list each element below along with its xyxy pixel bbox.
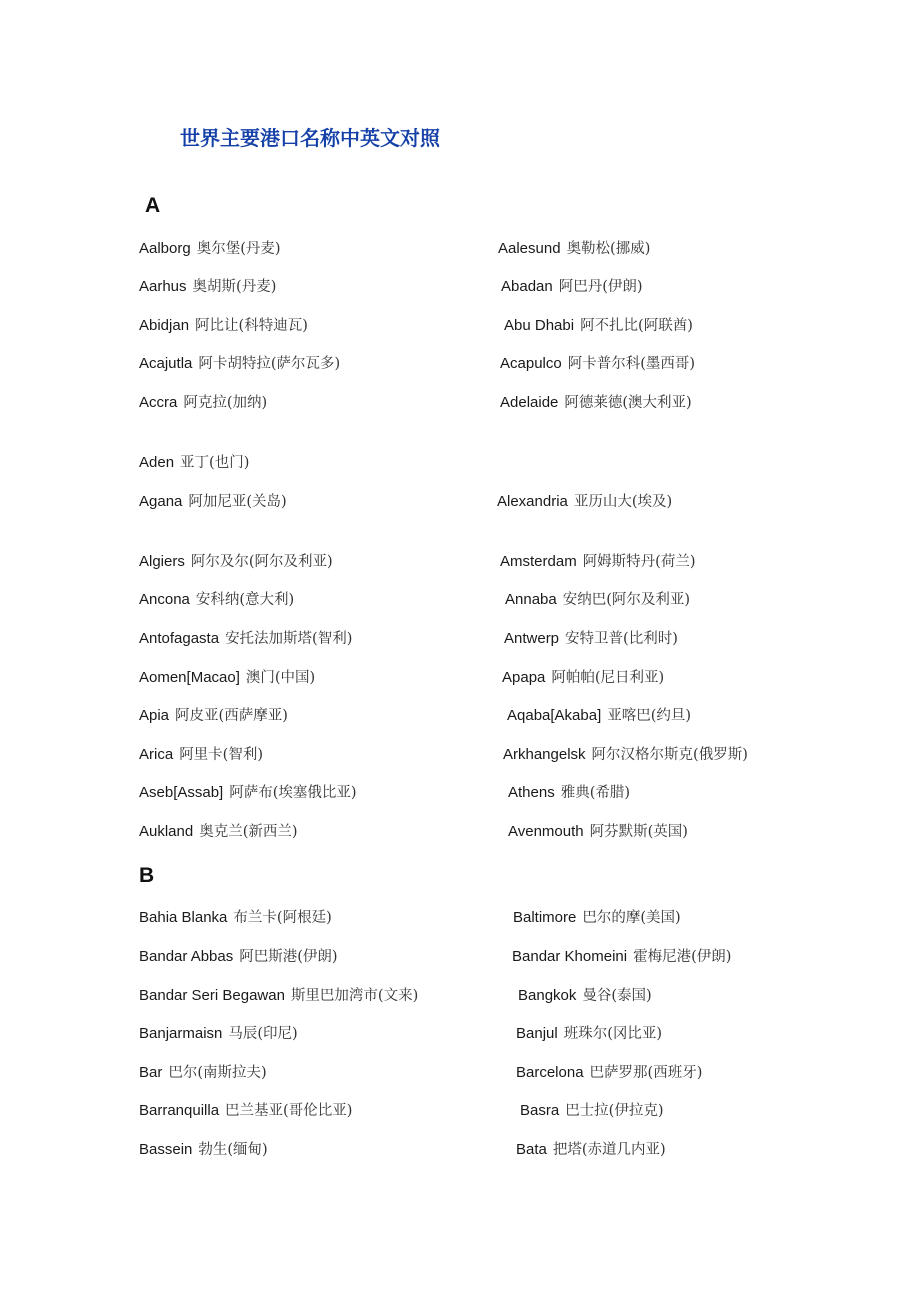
port-chinese-name: 阿卡普尔科(墨西哥): [567, 356, 696, 372]
port-entry: [498, 239, 650, 259]
port-entry: [139, 393, 267, 413]
section-heading-a: A: [145, 194, 161, 217]
port-english-name: Aden: [139, 454, 175, 471]
port-chinese-name: 阿巴丹(伊朗): [558, 279, 643, 295]
page-title: 世界主要港口名称中英文对照: [180, 126, 440, 150]
port-english-name: Alexandria: [497, 493, 568, 510]
port-english-name: Bar: [139, 1064, 163, 1081]
port-english-name: Barranquilla: [139, 1102, 220, 1119]
port-english-name: Ancona: [139, 591, 190, 608]
port-chinese-name: 巴士拉(伊拉克): [565, 1103, 664, 1119]
port-chinese-name: 布兰卡(阿根廷): [233, 910, 332, 926]
port-english-name: Arkhangelsk: [503, 746, 586, 763]
port-entry: [139, 453, 249, 473]
port-english-name: Avenmouth: [508, 823, 584, 840]
port-english-name: Acajutla: [139, 355, 193, 372]
port-entry: [508, 783, 630, 803]
port-chinese-name: 把塔(赤道几内亚): [552, 1142, 666, 1158]
port-english-name: Aseb[Assab]: [139, 784, 224, 801]
port-entry: [139, 239, 281, 259]
port-chinese-name: 阿克拉(加纳): [183, 395, 268, 411]
port-english-name: Arica: [139, 746, 174, 763]
port-english-name: Aarhus: [139, 278, 187, 295]
port-entry: [139, 277, 276, 297]
port-entry: [500, 552, 696, 572]
port-entry: [139, 316, 308, 336]
port-entry: [516, 1024, 662, 1044]
port-entry: [520, 1101, 664, 1121]
port-entry: [508, 822, 688, 842]
port-entry: [139, 1101, 352, 1121]
port-english-name: Banjul: [516, 1025, 558, 1042]
port-english-name: Bandar Abbas: [139, 948, 234, 965]
port-chinese-name: 奥尔堡(丹麦): [196, 241, 281, 257]
port-entry: [139, 492, 287, 512]
port-english-name: Abadan: [501, 278, 553, 295]
port-chinese-name: 澳门(中国): [245, 670, 316, 686]
port-chinese-name: 安科纳(意大利): [195, 592, 295, 608]
port-english-name: Antwerp: [504, 630, 560, 647]
port-english-name: Bata: [516, 1141, 547, 1158]
port-entry: [139, 590, 294, 610]
port-english-name: Annaba: [505, 591, 557, 608]
port-chinese-name: 阿巴斯港(伊朗): [239, 949, 338, 965]
port-english-name: Bassein: [139, 1141, 193, 1158]
port-entry: [504, 316, 693, 336]
port-english-name: Bandar Seri Begawan: [139, 987, 285, 1004]
port-entry: [139, 668, 315, 688]
port-english-name: Accra: [139, 394, 178, 411]
port-chinese-name: 阿皮亚(西萨摩亚): [175, 708, 288, 724]
port-english-name: Antofagasta: [139, 630, 220, 647]
port-english-name: Bangkok: [518, 987, 577, 1004]
port-entry: [139, 1140, 268, 1160]
port-chinese-name: 安纳巴(阿尔及利亚): [562, 592, 691, 608]
port-chinese-name: 霍梅尼港(伊朗): [633, 949, 732, 965]
port-chinese-name: 马辰(印尼): [228, 1026, 298, 1042]
port-chinese-name: 阿帕帕(尼日利亚): [551, 670, 665, 686]
port-chinese-name: 阿芬默斯(英国): [589, 824, 688, 840]
port-english-name: Abidjan: [139, 317, 190, 334]
port-chinese-name: 奥克兰(新西兰): [199, 824, 298, 840]
port-entry: [139, 354, 340, 374]
port-chinese-name: 亚喀巴(约旦): [607, 708, 692, 724]
port-english-name: Bahia Blanka: [139, 909, 228, 926]
port-chinese-name: 阿姆斯特丹(荷兰): [582, 554, 696, 570]
port-english-name: Aomen[Macao]: [139, 669, 240, 686]
port-entry: [503, 745, 748, 765]
port-entry: [504, 629, 678, 649]
port-chinese-name: 阿德莱德(澳大利亚): [564, 395, 692, 411]
port-english-name: Aalesund: [498, 240, 561, 257]
port-english-name: Bandar Khomeini: [512, 948, 628, 965]
port-entry: [139, 1024, 298, 1044]
port-entry: [516, 1140, 666, 1160]
port-english-name: Basra: [520, 1102, 560, 1119]
port-entry: [507, 706, 691, 726]
port-entry: [139, 745, 263, 765]
port-chinese-name: 巴兰基亚(哥伦比亚): [225, 1103, 353, 1119]
port-chinese-name: 阿尔及尔(阿尔及利亚): [190, 554, 333, 570]
port-entry: [139, 552, 333, 572]
port-english-name: Athens: [508, 784, 555, 801]
port-chinese-name: 奥胡斯(丹麦): [192, 279, 277, 295]
port-chinese-name: 阿尔汉格尔斯克(俄罗斯): [591, 747, 748, 763]
port-entry: [502, 668, 664, 688]
port-entry: [500, 393, 692, 413]
port-english-name: Acapulco: [500, 355, 562, 372]
port-chinese-name: 奥勒松(挪威): [566, 241, 651, 257]
port-entry: [500, 354, 695, 374]
port-entry: [512, 947, 731, 967]
port-chinese-name: 巴尔(南斯拉夫): [168, 1065, 267, 1081]
port-chinese-name: 阿不扎比(阿联酋): [580, 318, 693, 334]
port-chinese-name: 勃生(缅甸): [198, 1142, 268, 1158]
port-chinese-name: 阿加尼亚(关岛): [188, 494, 287, 510]
port-english-name: Apia: [139, 707, 170, 724]
port-entry: [139, 822, 298, 842]
port-chinese-name: 安特卫普(比利时): [565, 631, 678, 647]
port-english-name: Apapa: [502, 669, 546, 686]
port-english-name: Aalborg: [139, 240, 191, 257]
port-chinese-name: 巴萨罗那(西班牙): [589, 1065, 703, 1081]
port-english-name: Abu Dhabi: [504, 317, 575, 334]
port-english-name: Baltimore: [513, 909, 577, 926]
port-chinese-name: 雅典(希腊): [560, 785, 631, 801]
port-english-name: Barcelona: [516, 1064, 584, 1081]
port-english-name: Adelaide: [500, 394, 559, 411]
port-entry: [513, 908, 681, 928]
port-entry: [139, 908, 332, 928]
section-heading-b: B: [139, 864, 155, 887]
port-entry: [139, 629, 352, 649]
port-entry: [505, 590, 690, 610]
port-entry: [139, 947, 338, 967]
port-chinese-name: 曼谷(泰国): [582, 988, 652, 1004]
port-entry: [139, 1063, 267, 1083]
port-english-name: Banjarmaisn: [139, 1025, 223, 1042]
port-chinese-name: 阿里卡(智利): [179, 747, 264, 763]
port-english-name: Aqaba[Akaba]: [507, 707, 602, 724]
port-entry: [139, 986, 418, 1006]
port-entry: [497, 492, 672, 512]
port-chinese-name: 亚历山大(埃及): [573, 494, 673, 510]
port-chinese-name: 斯里巴加湾市(文来): [290, 988, 419, 1004]
port-chinese-name: 阿卡胡特拉(萨尔瓦多): [198, 356, 341, 372]
port-entry: [518, 986, 652, 1006]
port-entry: [139, 706, 288, 726]
port-english-name: Aukland: [139, 823, 194, 840]
port-entry: [516, 1063, 702, 1083]
port-entry: [139, 783, 357, 803]
port-english-name: Algiers: [139, 553, 185, 570]
port-entry: [501, 277, 643, 297]
port-chinese-name: 亚丁(也门): [180, 455, 250, 471]
port-chinese-name: 巴尔的摩(美国): [582, 910, 681, 926]
port-chinese-name: 安托法加斯塔(智利): [225, 631, 353, 647]
port-chinese-name: 阿比让(科特迪瓦): [195, 318, 308, 334]
port-english-name: Amsterdam: [500, 553, 577, 570]
port-chinese-name: 阿萨布(埃塞俄比亚): [229, 785, 357, 801]
port-english-name: Agana: [139, 493, 183, 510]
port-chinese-name: 班珠尔(冈比亚): [563, 1026, 663, 1042]
